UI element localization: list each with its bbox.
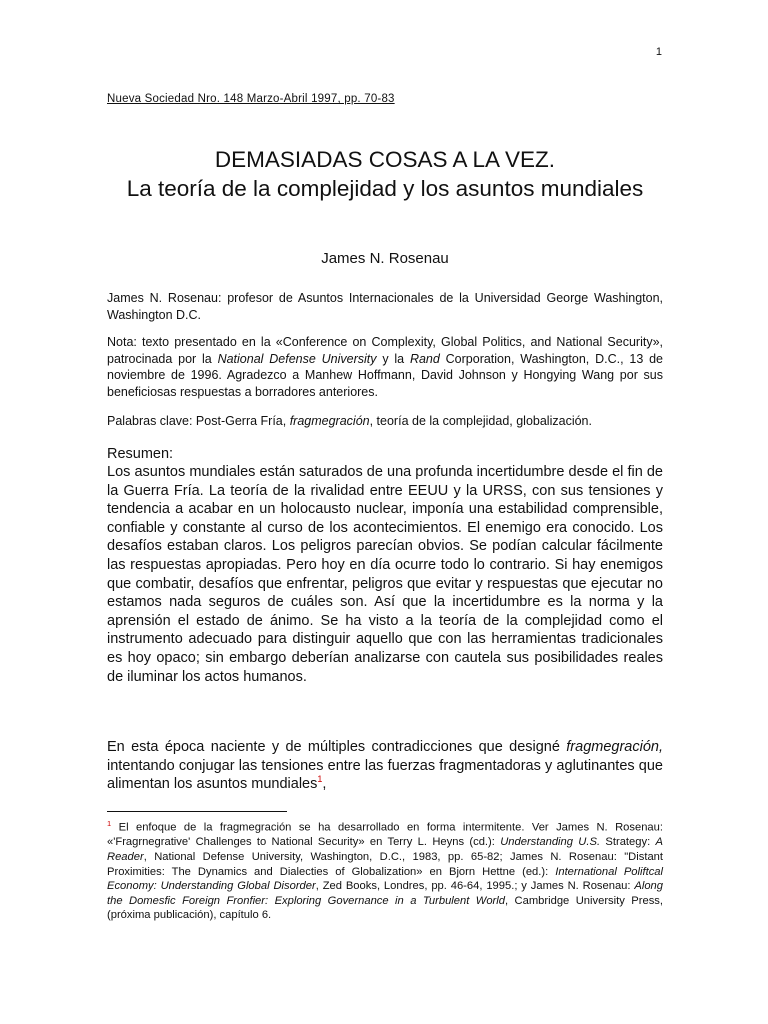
note-text-3: Corporation, Washington, D.C., 13 de noviembre de 1996. Agradezco a Manhew Hoffmann, David Johnson y Hongying Wang por sus beneficiosas respuestas a borradores anteriores. <box>107 351 663 399</box>
footnote-text-2: Strategy: <box>600 836 656 849</box>
title-line-2: La teoría de la complejidad y los asuntos mundiales <box>126 176 644 201</box>
footnote-reference[interactable]: 1 <box>317 774 323 785</box>
body-text-1: En esta época naciente y de múltiples contradicciones que designé <box>107 739 567 755</box>
footnote-italic-1: Understanding U.S. <box>500 836 601 849</box>
footnote-italic-3: International Poliftcal Economy: Understanding Global Disorder <box>107 865 664 893</box>
footnote-number: 1 <box>107 819 112 828</box>
footnote-text-5: , Cambridge University Press, (próxima publicación), capítulo 6. <box>107 894 663 922</box>
body-text-2: intentando conjugar las tensiones entre las fuerzas fragmentadoras y aglutinantes que alimentan los asuntos mundiales <box>107 757 663 793</box>
page-number: 1 <box>655 46 662 58</box>
body-paragraph <box>107 738 663 794</box>
footnote-text-1: El enfoque de la fragmegración se ha desarrollado en forma intermitente. Ver James N. Rosenau: «'Fragrnegrative' Challenges to National Security» en Terry L. Heyns (cd.): <box>107 821 663 849</box>
author-name: James N. Rosenau <box>321 250 449 267</box>
note-text-2: y la <box>376 351 410 366</box>
abstract-heading: Resumen: <box>107 446 174 462</box>
presentation-note <box>107 334 663 400</box>
footnote-divider <box>107 811 287 812</box>
body-text-3: , <box>322 776 327 793</box>
keywords-text-2: , teoría de la complejidad, globalización. <box>369 414 592 428</box>
keywords-italic: fragmegración <box>289 414 370 428</box>
footnote-text-3: , National Defense University, Washington, D.C., 1983, pp. 65-82; James N. Rosenau: "Distant Proximities: The Dynamics and Dialecties of Globalization» en Bjorn Hettne (ed.): <box>107 850 663 878</box>
body-italic-term: fragmegración, <box>566 739 663 755</box>
note-text-1: Nota: texto presentado en la «Conference on Complexity, Global Politics, and National Security», patrocinada por la <box>107 335 663 366</box>
journal-citation: Nueva Sociedad Nro. 148 Marzo-Abril 1997, pp. 70-83 <box>107 93 395 105</box>
keywords <box>107 413 663 430</box>
note-italic-ndu: National Defense University <box>217 351 377 366</box>
abstract-body: Los asuntos mundiales están saturados de una profunda incertidumbre desde el fin de la Guerra Fría. La teoría de la rivalidad entre EEUU y la URSS, con sus tensiones y tendencia a acabar en un holocausto nuclear, imponía una estabilidad comprensible, confiable y constante al curso de los acontecimientos. El enemigo era conocido. Los desafíos estaban claros. Los peligros parecían obvios. Se podían calcular fácilmente las respuestas apropiadas. Pero hoy en día ocurre todo lo contrario. Si hay enemigos que combatir, desafíos que enfrentar, peligros que evitar y respuestas que ejecutar no estamos nada seguros de cuáles son. Así que la incertidumbre es la norma y la aprensión el estado de ánimo. Se ha visto a la teoría de la complejidad como el instrumento adecuado para distinguir aquello que con las herramientas tradicionales es hoy opaco; sin embargo deberían analizarse con cautela sus posibilidades reales de iluminar los actos humanos. <box>107 464 663 685</box>
footnote <box>107 817 663 923</box>
author-affiliation: James N. Rosenau: profesor de Asuntos Internacionales de la Universidad George Washington, Washington D.C. <box>107 291 663 322</box>
note-italic-rand: Rand <box>409 351 440 366</box>
footnote-italic-4: Along the Domesfic Foreign Fronfier: Exploring Governance in a Turbulent World <box>107 880 663 907</box>
title-line-1: DEMASIADAS COSAS A LA VEZ. <box>214 147 556 172</box>
article-title <box>107 145 663 203</box>
footnote-text-4: , Zed Books, Londres, pp. 46-64, 1995.; y James N. Rosenau: <box>315 880 635 893</box>
keywords-text-1: Palabras clave: Post-Gerra Fría, <box>107 414 290 428</box>
footnote-italic-2: A Reader <box>107 836 663 863</box>
